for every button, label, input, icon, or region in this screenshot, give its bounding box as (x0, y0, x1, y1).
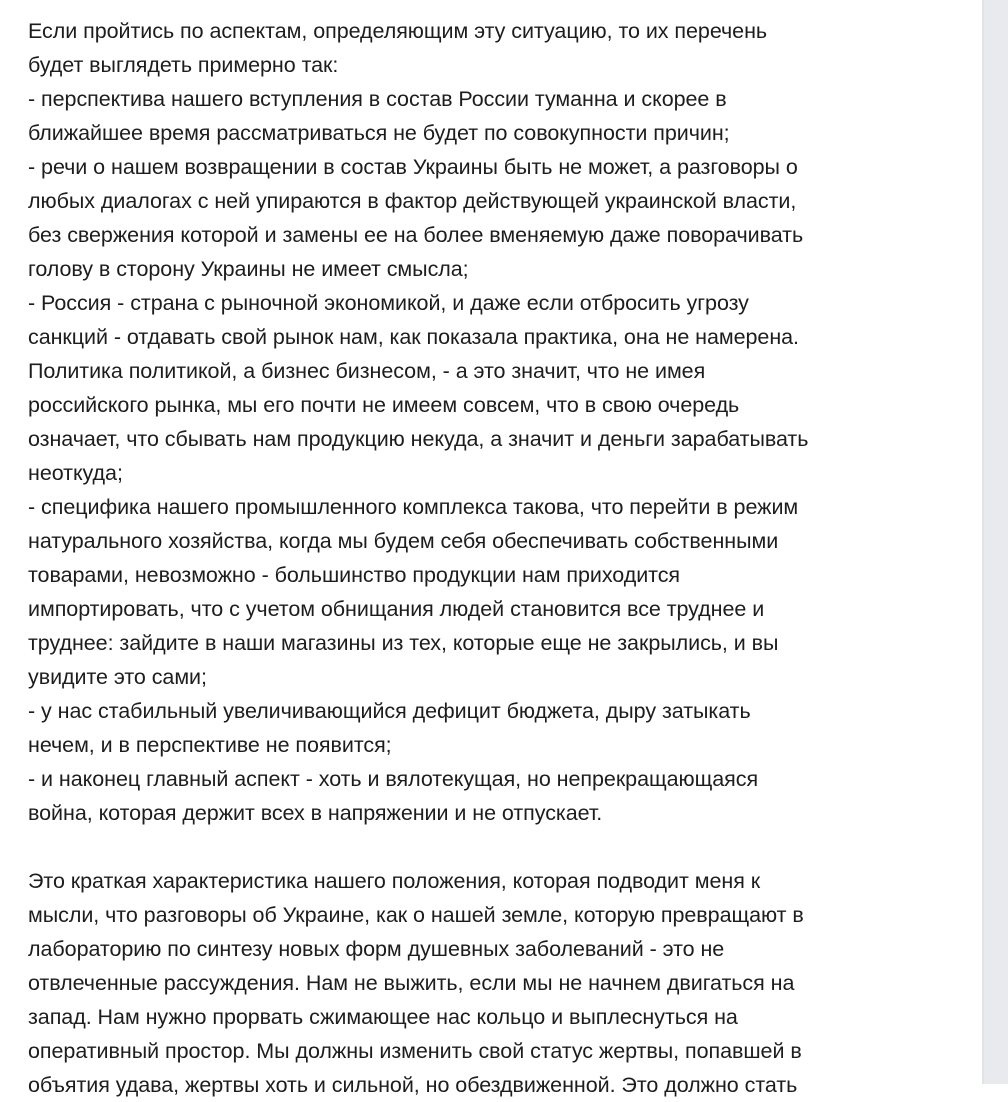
text-line: мысли, что разговоры об Украине, как о нашей земле, которую превращают в (28, 903, 804, 927)
list-item-line: - у нас стабильный увеличивающийся дефицит бюджета, дыру затыкать (28, 699, 751, 723)
list-item-line: - перспектива нашего вступления в состав России туманна и скорее в (28, 87, 727, 111)
text-line: означает, что сбывать нам продукцию некуда, а значит и деньги зарабатывать (28, 427, 809, 451)
text-line: ближайшее время рассматриваться не будет по совокупности причин; (28, 121, 730, 145)
list-item-line: - речи о нашем возвращении в состав Украины быть не может, а разговоры о (28, 155, 798, 179)
text-line: война, которая держит всех в напряжении и не отпускает. (28, 801, 603, 825)
post-text (28, 14, 958, 1102)
text-line: санкций - отдавать свой рынок нам, как показала практика, она не намерена. (28, 325, 799, 349)
text-line: труднее: зайдите в наши магазины из тех, которые еще не закрылись, и вы (28, 631, 779, 655)
text-line: любых диалогах с ней упираются в фактор действующей украинской власти, (28, 189, 797, 213)
text-line: лабораторию по синтезу новых форм душевных заболеваний - это не (28, 937, 725, 961)
text-line: голову в сторону Украины не имеет смысла; (28, 257, 469, 281)
list-item-line: - специфика нашего промышленного комплекса такова, что перейти в режим (28, 495, 799, 519)
paragraph-2 (28, 864, 958, 1102)
text-line: Политика политикой, а бизнес бизнесом, - а это значит, что не имея (28, 359, 706, 383)
text-line: оперативный простор. Мы должны изменить свой статус жертвы, попавшей в (28, 1039, 802, 1063)
text-line-cut-off: объятия удава, жертвы хоть и сильной, но обездвиженной. Это должно стать (28, 1073, 798, 1097)
text-line: без свержения которой и замены ее на более вменяемую даже поворачивать (28, 223, 804, 247)
text-line: Если пройтись по аспектам, определяющим эту ситуацию, то их перечень (28, 19, 768, 43)
text-line: Это краткая характеристика нашего положения, которая подводит меня к (28, 869, 761, 893)
text-line: товарами, невозможно - большинство продукции нам приходится (28, 563, 681, 587)
text-line: неоткуда; (28, 461, 123, 485)
text-line: нечем, и в перспективе не появится; (28, 733, 392, 757)
text-line: натурального хозяйства, когда мы будем себя обеспечивать собственными (28, 529, 779, 553)
text-line: импортировать, что с учетом обнищания людей становится все труднее и (28, 597, 765, 621)
list-item-line: - Россия - страна с рыночной экономикой, и даже если отбросить угрозу (28, 291, 749, 315)
text-line: запад. Нам нужно прорвать сжимающее нас кольцо и выплеснуться на (28, 1005, 738, 1029)
paragraph-spacer (28, 830, 958, 864)
text-line: будет выглядеть примерно так: (28, 53, 339, 77)
text-line: отвлеченные рассуждения. Нам не выжить, если мы не начнем двигаться на (28, 971, 795, 995)
list-item-line: - и наконец главный аспект - хоть и вялотекущая, но непрекращающаяся (28, 767, 759, 791)
text-line: российского рынка, мы его почти не имеем совсем, что в свою очередь (28, 393, 740, 417)
right-gutter (982, 0, 1008, 1084)
paragraph-1 (28, 14, 958, 830)
text-line: увидите это сами; (28, 665, 207, 689)
